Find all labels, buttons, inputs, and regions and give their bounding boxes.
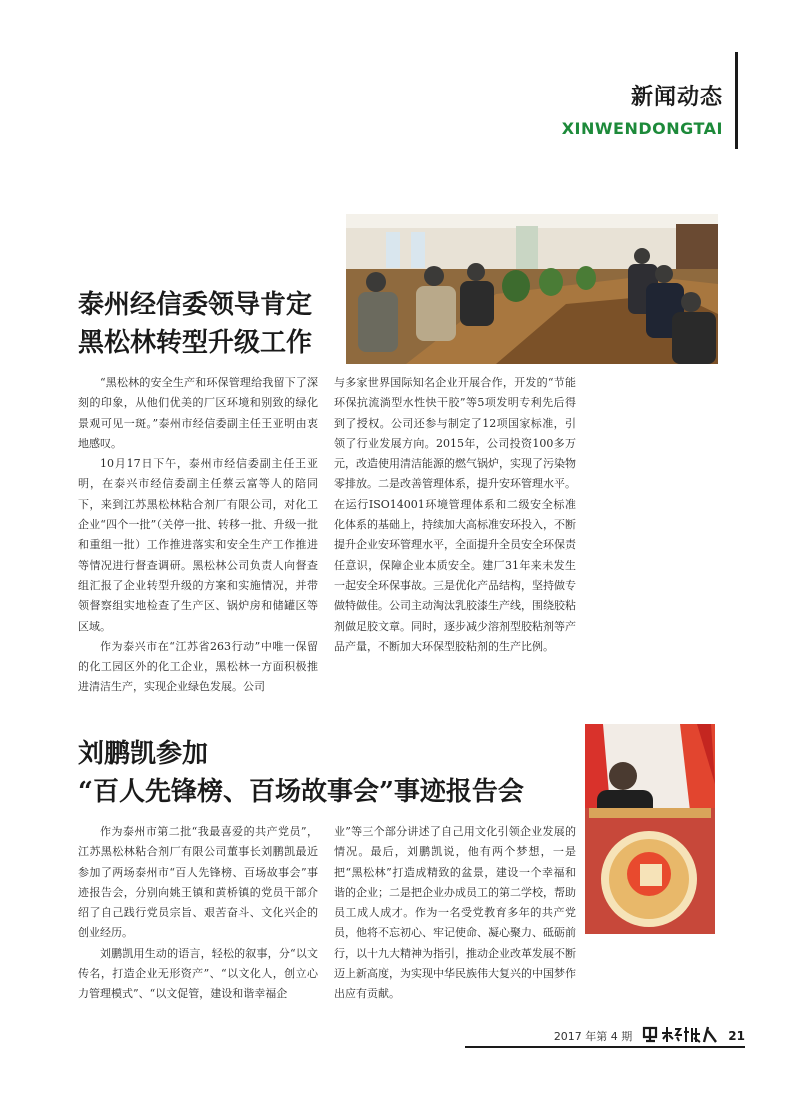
speaker-photo	[585, 724, 715, 934]
article2-paragraph: 作为泰州市第二批“我最喜爱的共产党员”，江苏黑松林粘合剂厂有限公司董事长刘鹏凯最近参加了两场泰州市“百人先锋榜、百场故事会”事迹报告会，分别向姚王镇和黄桥镇的党员干部介绍了自己践行党员宗旨、艰苦奋斗、文化兴企的创业经历。	[78, 825, 318, 940]
article2-title-line1: 刘鹏凯参加	[78, 739, 209, 769]
article2-title-line2: “百人先锋榜、百场故事会”事迹报告会	[78, 777, 524, 807]
section-title: 新闻动态	[630, 85, 723, 110]
article2-paragraph: 业”等三个部分讲述了自己用文化引领企业发展的情况。最后，刘鹏凯说，他有两个梦想，一是把“黑松林”打造成精致的盆景，建设一个幸福和谐的企业；二是把企业办成员工的第二学校，帮助员工成人成才。作为一名受党教育多年的共产党员，他将不忘初心、牢记使命、凝心聚力、砥砺前行，以十九大精神为指引，推动企业改革发展不断迈上新高度，为实现中华民族伟大复兴的中国梦作出应有贡献。	[334, 825, 576, 1001]
article1-title-line1: 泰州经信委领导肯定	[78, 290, 313, 320]
article1-paragraph: “黑松林的安全生产和环保管理给我留下了深刻的印象，从他们优美的厂区环境和别致的绿化景观可见一斑。”泰州市经信委副主任王亚明由衷地感叹。	[78, 376, 318, 450]
footer-rule	[465, 1046, 745, 1048]
article1-paragraph: 作为泰兴市在“江苏省263行动”中唯一保留的化工园区外的化工企业，黑松林一方面积极推进清洁生产，实现企业绿色发展。公司	[78, 639, 318, 694]
article1-paragraph: 与多家世界国际知名企业开展合作，开发的“节能环保抗流淌型水性快干胶”等5项发明专利先后得到了授权。公司还参与制定了12项国家标准，引领了行业发展方向。2015年，公司投资100多万元，改造使用清洁能源的燃气锅炉，实现了污染物零排放。二是改善管理体系，提升安环管理水平。在运行ISO14001环境管理体系和二级安全标准化体系的基础上，持续加大高标准安环投入，不断提升企业安环管理水平，全面提升全员安全环保责任意识，保障企业本质安全。建厂31年来未发生一起安全环保事故。三是优化产品结构，坚持做专做特做佳。公司主动淘汰乳胶漆生产线，围绕胶粘剂做足胶文章。同时，逐步减少溶剂型胶粘剂等产品产量，不断加大环保型胶粘剂的生产比例。	[334, 376, 576, 653]
article1-column2	[334, 373, 576, 657]
meeting-photo	[346, 214, 718, 364]
magazine-logo	[642, 1025, 718, 1047]
section-header	[562, 80, 723, 138]
page-footer	[554, 1026, 745, 1046]
article1-column1	[78, 373, 318, 698]
article1-paragraph: 10月17日下午，泰州市经信委副主任王亚明，在泰兴市经信委副主任蔡云富等人的陪同下，来到江苏黑松林粘合剂厂有限公司，对化工企业“四个一批”（关停一批、转移一批、升级一批和重组一批）工作推进落实和安全生产工作推进等情况进行督查调研。黑松林公司负责人向督查组汇报了企业转型升级的方案和实施情况，并带领督察组实地检查了生产区、锅炉房和储罐区等区域。	[78, 457, 318, 633]
issue-label: 2017 年第 4 期	[553, 1030, 633, 1043]
article2-title	[78, 735, 578, 811]
section-subtitle: XINWENDONGTAI	[561, 119, 723, 138]
page-number: 21	[728, 1029, 745, 1043]
article2-column1	[78, 822, 318, 1005]
article1-title	[78, 286, 346, 362]
article1-title-line2: 黑松林转型升级工作	[78, 328, 313, 358]
article2-paragraph: 刘鹏凯用生动的语言，轻松的叙事，分“以文传名，打造企业无形资产”、“以文化人，创立心力管理模式”、“以文促管，建设和谐幸福企	[78, 946, 318, 1001]
header-divider	[735, 52, 738, 149]
article2-column2	[334, 822, 576, 1005]
